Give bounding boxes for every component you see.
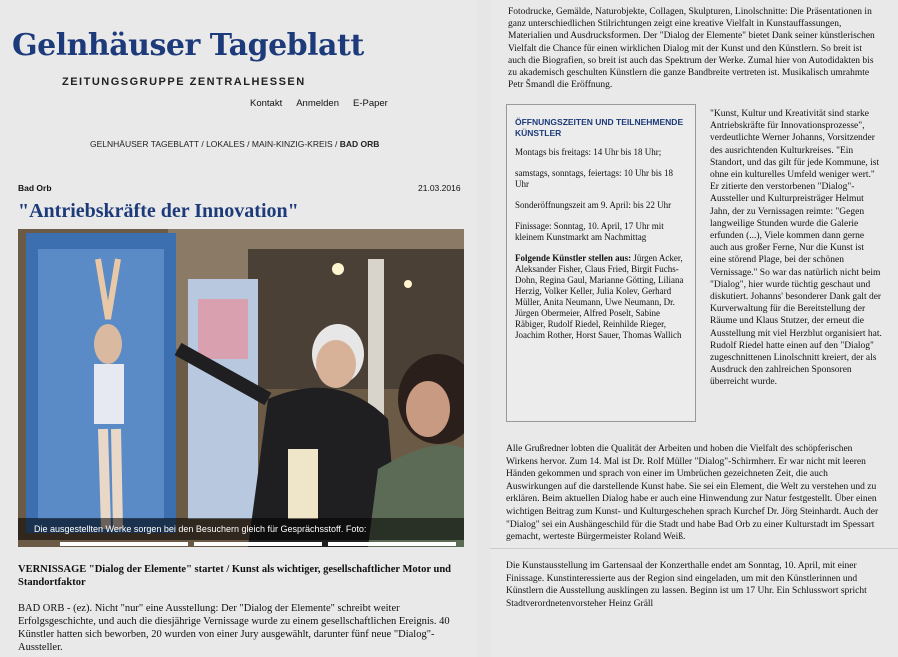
breadcrumb-item[interactable]: GELNHÄUSER TAGEBLATT (90, 139, 199, 149)
info-hours-weekend: samstags, sonntags, feiertags: 10 Uhr bis 18 Uhr (515, 168, 673, 189)
breadcrumb-item[interactable]: LOKALES (206, 139, 245, 149)
article-teaser: VERNISSAGE "Dialog der Elemente" startet / Kunst als wichtiger, gesellschaftlicher Motor und Standortfaktor (18, 564, 452, 588)
article-lead: BAD ORB - (ez). Nicht "nur" eine Ausstellung: Der "Dialog der Elemente" schreibt weiter Erfolgsgeschichte, und auch die diesjährige Vernissage wurde zu einem gesellschaftlichen Ereignis. 40 Künstler hatten sich beworben, 20 wurden von einer Jury ausgewählt, darunter fünf neue "Dialog"-Aussteller. (18, 603, 450, 653)
info-finissage: Finissage: Sonntag, 10. April, 17 Uhr mit kleinem Kunstmarkt am Nachmittag (515, 221, 664, 242)
newspaper-subtitle: ZEITUNGSGRUPPE ZENTRALHESSEN (62, 76, 306, 88)
article-paragraph-intro: Fotodrucke, Gemälde, Naturobjekte, Collagen, Skulpturen, Linolschnitte: Die Präsentationen in ganz unterschiedlichen Stilrichtungen zeigt eine kreative Vielfalt in Kunstauffassungen, Materialien und Ausdrucksformen. Der "Dialog der Elemente" bietet Dank seiner künstlerischen Vielfalt die Chance für einen wirklichen Dialog mit der Kunst und den Künstlern. So breit ist auch die Biografien, so breit ist auch das Spektrum der Werke. Zumal hier von Autodidakten bis zu akademisch geschulten Künstlern die ganze Bandbreite vertreten ist. Musikalisch umrahmte Petr Šmandl die Eröffnung. (508, 7, 875, 91)
info-special-hours: Sonderöffnungszeit am 9. April: bis 22 Uhr (515, 200, 672, 210)
photo-caption: Die ausgestellten Werke sorgen bei den Besuchern gleich für Gesprächsstoff. Foto: (18, 518, 464, 540)
info-artists-list: Jürgen Acker, Aleksander Fisher, Claus Fried, Birgit Fuchs-Dohn, Regina Gaul, Marianne Götting, Liliana Herzig, Volker Keller, Julia Kolev, Gerhard Müller, Anita Neumann, Uwe Neumann, Dr. Jürgen Obermeier, Alfred Poselt, Sabine Räbiger, Rudolf Riedel, Reinhilde Rieger, Joachim Rother, Horst Sauer, Thomas Wallich (515, 253, 684, 340)
info-box (506, 104, 696, 422)
article-paragraph-mid: Alle Grußredner lobten die Qualität der Arbeiten und hoben die Vielfalt des schöpferischen Wirkens hervor. Zum 14. Mal ist Dr. Rolf Müller "Dialog"-Schirmherr. Er war nicht mit leeren Händen gekommen und sprach von einer im Umbrüchen gezeichneten Zeit, die auch Auswirkungen auf die darstellende Kunst habe. Sie sei ein Element, die Welt zu verstehen und zu erklären. Beim aktuellen Dialog habe er auch eine Hinwendung zur Natur festgestellt. Über einen wichtigen Beitrag zum Kunst- und Kulturgeschehen sprach Kurchef Dr. Jörg Steinhardt. Auch der "Dialog" sei ein Aushängeschild für die Stadt und habe Bad Orb zu einer Kulturstadt im Spessart gemacht, werteste Bürgermeister Roland Weiß. (506, 444, 879, 543)
article-photo[interactable] (18, 229, 464, 547)
top-nav (250, 98, 388, 109)
gallery-dot[interactable] (328, 542, 456, 546)
info-box-title: ÖFFNUNGSZEITEN UND TEILNEHMENDE KÜNSTLER (515, 117, 684, 138)
newspaper-logo[interactable]: Gelnhäuser Tageblatt (12, 28, 364, 63)
article-paragraph-quote: "Kunst, Kultur und Kreativität sind starke Antriebskräfte für Innovationsprozesse", verdeutlichte Werner Johanns, Vorsitzender des ausrichtenden Kulturkreises. "Ein Standort, und das gilt für jede Kommune, ist ohne ein kulturelles Umfeld weniger wert." Er zitierte den verstorbenen "Dialog"-Aussteller und Kulturpreisträger Helmut Jahn, der zu Vernissagen reimte: "Gegen langweilige Stunden wurde die Galerie erfunden (...), Viele kommen dann gerne auch aus großer Ferne, Nur die Kunst ist eine störend Plage, bei der schönen Vernissage." So war das natürlich nicht beim "Dialog", hier wurde tüchtig geschaut und diskutiert. Johanns' besonderer Dank galt der Kurverwaltung für die Bereitstellung der Räume und Klaus Stutzer, der erneut die Ausstellung mit viel Herzblut organisiert hat. Rudolf Riedel hatte einen auf den "Dialog" zugeschnittenen Linolschnitt kreiert, der als Ausdruck den zahlreichen Sponsoren überreicht wurde. (710, 109, 882, 388)
breadcrumb-item[interactable]: MAIN-KINZIG-KREIS (251, 139, 333, 149)
gallery-dot[interactable] (60, 542, 188, 546)
info-artists-label: Folgende Künstler stellen aus: (515, 253, 632, 263)
article-date: 21.03.2016 (418, 183, 461, 193)
photo-illustration (18, 229, 464, 547)
breadcrumb: GELNHÄUSER TAGEBLATT / LOKALES / MAIN-KINZIG-KREIS / BAD ORB (90, 139, 380, 149)
gallery-dot[interactable] (194, 542, 322, 546)
nav-anmelden-link[interactable]: Anmelden (296, 98, 339, 109)
nav-kontakt-link[interactable]: Kontakt (250, 98, 283, 109)
nav-epaper-link[interactable]: E-Paper (353, 98, 388, 109)
info-artists (515, 253, 687, 341)
info-hours-weekday: Montags bis freitags: 14 Uhr bis 18 Uhr; (515, 147, 662, 157)
article-headline: "Antriebskräfte der Innovation" (18, 200, 299, 222)
section-label: Bad Orb (18, 183, 52, 193)
gallery-pager (18, 542, 464, 550)
divider (490, 548, 898, 549)
breadcrumb-current: BAD ORB (339, 139, 380, 149)
article-paragraph-end: Die Kunstausstellung im Gartensaal der Konzerthalle endet am Sonntag, 10. April, mit einer Finissage. Kunstinteressierte aus der Region sind eingeladen, um mit den Künstlerinnen und Künstlern die Ausstellung ausklingen zu lassen. Beginn ist um 17 Uhr. Ein Schlusswort spricht Stadtverordnetenvorsteher Heinz Gräll (506, 561, 867, 609)
